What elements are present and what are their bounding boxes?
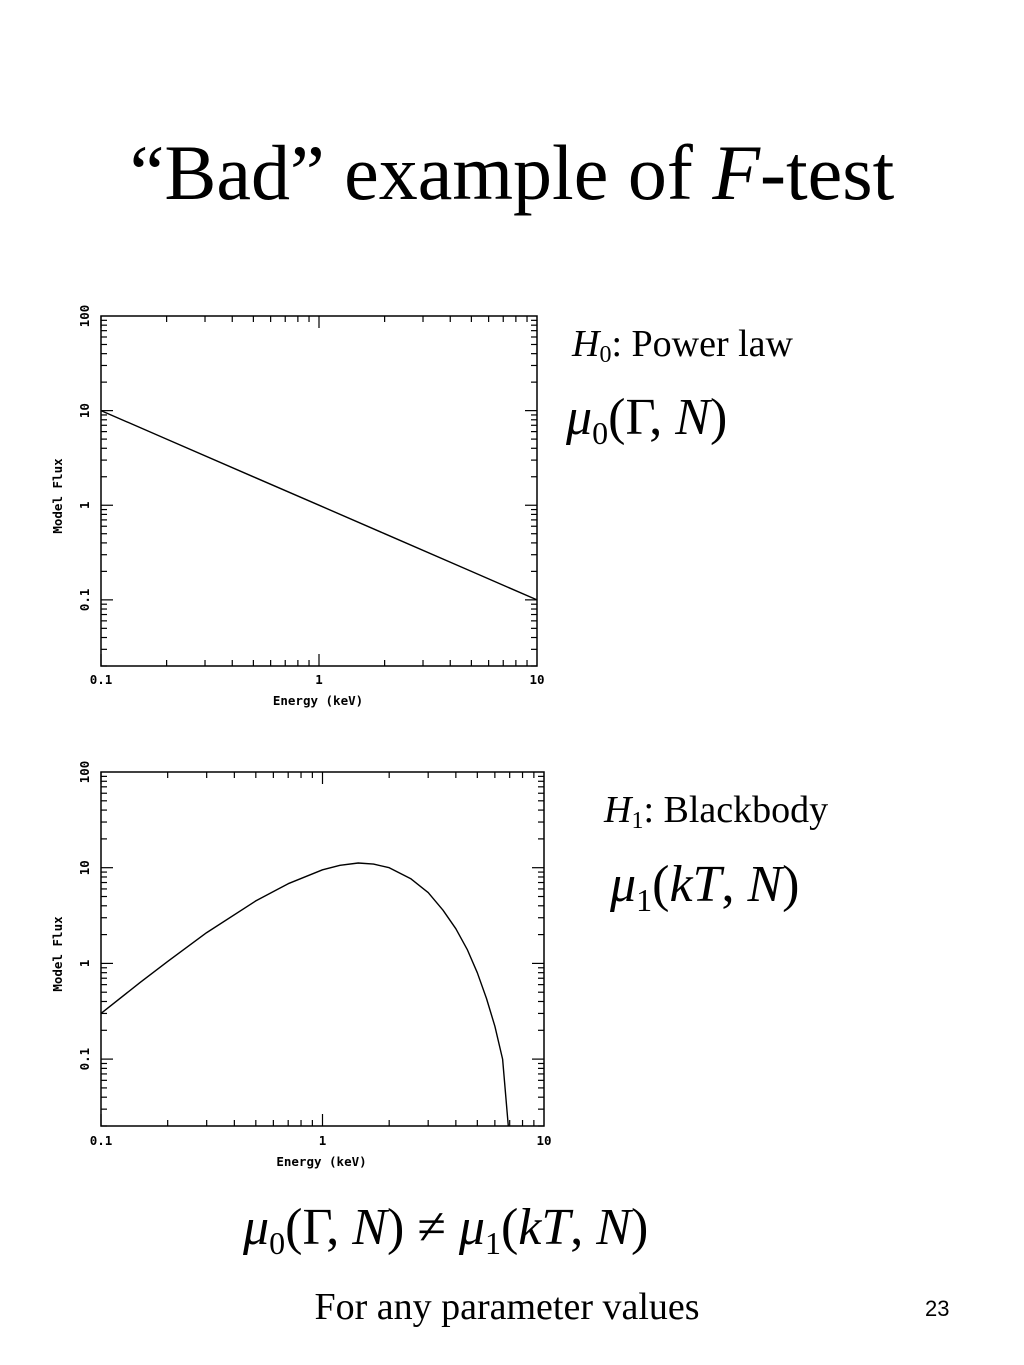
- y-axis-label: Model Flux: [50, 458, 65, 534]
- title-quote-close: ”: [290, 129, 325, 216]
- mu1-formula: [610, 855, 799, 930]
- series-line-1-0: [101, 863, 508, 1126]
- mu1-n: N: [747, 856, 783, 913]
- mu0-symbol: μ: [566, 389, 593, 446]
- y-tick-label: 0.1: [77, 588, 92, 612]
- y-tick-label: 10: [77, 860, 92, 876]
- mu1-open: (: [652, 856, 670, 913]
- ineq-mu0: μ: [243, 1199, 270, 1256]
- mu0-sep: ,: [649, 389, 676, 446]
- ineq-sub0: 0: [269, 1225, 286, 1261]
- h1-label: [604, 788, 828, 843]
- ineq-sep0: ,: [326, 1199, 353, 1256]
- ineq-sub1: 1: [484, 1225, 501, 1261]
- h0-text: : Power law: [611, 323, 793, 365]
- ineq-n1: N: [596, 1199, 631, 1256]
- mu1-kt: kT: [669, 856, 722, 913]
- title-f: F: [712, 129, 760, 216]
- h0-label: [572, 322, 793, 377]
- mu0-n: N: [675, 389, 710, 446]
- not-equal-sign: ≠: [404, 1199, 459, 1256]
- ineq-sep1: ,: [570, 1199, 597, 1256]
- mu1-subscript: 1: [636, 882, 653, 918]
- ineq-gamma: Γ: [302, 1199, 327, 1256]
- x-axis-label: Energy (keV): [272, 693, 364, 708]
- mu1-symbol: μ: [610, 856, 637, 913]
- h0-symbol: H: [572, 323, 600, 365]
- title-quote-open: “: [129, 129, 165, 216]
- title-mid: example of: [324, 129, 713, 216]
- ineq-n0: N: [352, 1199, 387, 1256]
- mu1-sep: ,: [721, 856, 748, 913]
- ineq-kt: kT: [518, 1199, 571, 1256]
- h0-subscript: 0: [599, 342, 612, 368]
- y-axis-label: Model Flux: [50, 916, 65, 992]
- mu0-open: (: [608, 389, 626, 446]
- ineq-close1: ): [630, 1199, 649, 1256]
- x-tick-label: 1: [315, 672, 323, 687]
- y-tick-label: 100: [77, 304, 92, 328]
- h1-text: : Blackbody: [643, 789, 829, 831]
- x-tick-label: 10: [536, 1133, 552, 1148]
- plot-frame-0: [101, 316, 537, 666]
- h1-symbol: H: [604, 789, 632, 831]
- series-line-0-0: [101, 411, 537, 600]
- ineq-close0: ): [386, 1199, 405, 1256]
- mu0-close: ): [709, 389, 728, 446]
- x-tick-label: 0.1: [89, 672, 113, 687]
- inequality-formula: [243, 1198, 648, 1273]
- y-tick-label: 1: [77, 501, 92, 510]
- y-tick-label: 100: [77, 760, 92, 784]
- mu0-gamma: Γ: [625, 389, 650, 446]
- chart-0: [50, 305, 545, 708]
- x-axis-label: Energy (keV): [276, 1154, 367, 1169]
- h1-subscript: 1: [631, 808, 644, 834]
- x-tick-label: 0.1: [89, 1133, 113, 1148]
- mu0-subscript: 0: [592, 415, 609, 451]
- mu1-close: ): [782, 856, 800, 913]
- ineq-open1: (: [500, 1199, 519, 1256]
- chart-1: [50, 761, 552, 1169]
- y-tick-label: 1: [77, 959, 92, 968]
- title-bad: Bad: [164, 129, 290, 216]
- y-tick-label: 10: [77, 403, 92, 419]
- caption: For any parameter values: [314, 1286, 700, 1328]
- x-tick-label: 1: [318, 1133, 327, 1148]
- ineq-mu1: μ: [458, 1199, 485, 1256]
- page-number: 23: [925, 1296, 950, 1321]
- title-end: -test: [759, 129, 895, 216]
- plot-frame-1: [101, 772, 544, 1126]
- mu0-formula: [566, 388, 727, 463]
- ineq-open0: (: [285, 1199, 303, 1256]
- y-tick-label: 0.1: [77, 1047, 92, 1071]
- x-tick-label: 10: [529, 672, 545, 687]
